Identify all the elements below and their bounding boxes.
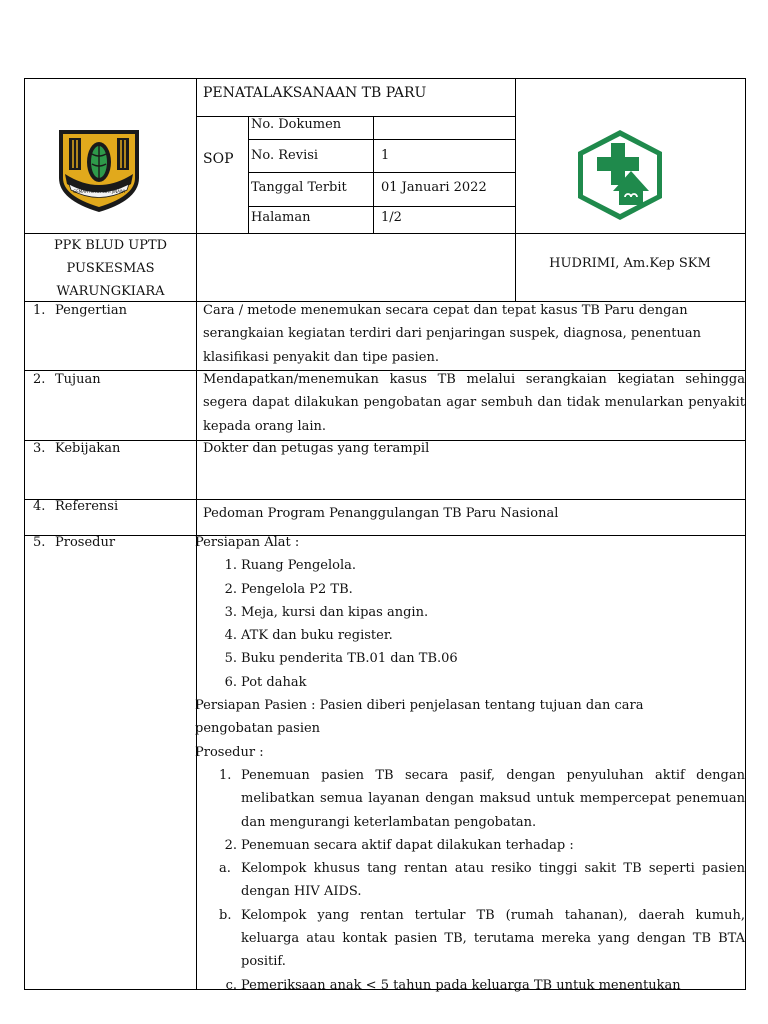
prosedur-heading: Prosedur : bbox=[195, 744, 264, 760]
section-label-pengertian: Pengertian bbox=[55, 303, 127, 318]
organization-name bbox=[25, 233, 196, 303]
alat-list bbox=[219, 554, 745, 694]
persiapan-pasien-text: Persiapan Pasien : Pasien diberi penjelasan tentang tujuan dan cara pengobatan pasien bbox=[195, 698, 644, 737]
list-item: 2. Pengelola P2 TB. bbox=[224, 581, 353, 597]
section-number: 2. bbox=[33, 372, 46, 387]
list-item: 6. Pot dahak bbox=[224, 674, 307, 690]
sop-document bbox=[24, 78, 746, 993]
alat-heading: Persiapan Alat : bbox=[195, 535, 300, 550]
org-line: PUSKESMAS bbox=[66, 261, 155, 276]
list-item: 1. Penemuan pasien TB secara pasif, dengan penyuluhan aktif dengan melibatkan semua layanan dengan maksud untuk mempercepat penemuan dan mengurangi keterlambatan pengobatan. bbox=[219, 767, 745, 830]
issue-date-value: 01 Januari 2022 bbox=[381, 180, 487, 195]
revision-label: No. Revisi bbox=[251, 148, 319, 163]
divider bbox=[25, 499, 745, 500]
prosedur-content bbox=[195, 531, 745, 997]
list-item: 5. Buku penderita TB.01 dan TB.06 bbox=[224, 651, 458, 667]
section-number: 3. bbox=[33, 441, 46, 456]
section-label-referensi: Referensi bbox=[55, 499, 119, 514]
list-item: 1. Ruang Pengelola. bbox=[224, 558, 357, 574]
divider bbox=[248, 139, 515, 140]
page-value: 1/2 bbox=[381, 210, 402, 225]
divider bbox=[248, 172, 515, 173]
referensi-text: Pedoman Program Penanggulangan TB Paru Nasional bbox=[203, 506, 559, 521]
pengertian-text: Cara / metode menemukan secara cepat dan tepat kasus TB Paru dengan serangkaian kegiatan terdiri dari penjaringan suspek, diagnosa, penentuan klasifikasi penyakit dan tipe pasien. bbox=[203, 303, 702, 365]
section-label-kebijakan: Kebijakan bbox=[55, 441, 121, 456]
tujuan-text: Mendapatkan/menemukan kasus TB melalui serangkaian kegiatan sehingga segera dapat dilakukan pengobatan agar sembuh dan tidak menularkan penyakit kepada orang lain. bbox=[203, 372, 745, 434]
section-number: 5. bbox=[33, 535, 46, 550]
section-number: 1. bbox=[33, 303, 46, 318]
puskesmas-logo bbox=[573, 127, 667, 223]
divider bbox=[373, 116, 374, 233]
divider bbox=[248, 116, 249, 233]
list-item: c. Pemeriksaan anak < 5 tahun pada keluarga TB untuk menentukan bbox=[225, 977, 681, 993]
issue-date-label: Tanggal Terbit bbox=[251, 180, 347, 195]
org-line: WARUNGKIARA bbox=[56, 284, 165, 299]
list-item: 3. Meja, kursi dan kipas angin. bbox=[224, 604, 429, 620]
divider bbox=[196, 116, 515, 117]
list-item: b. Kelompok yang rentan tertular TB (rumah tahanan), daerah kumuh, keluarga atau kontak pasien TB, terutama mereka yang dengan TB BTA positif. bbox=[219, 907, 745, 970]
regional-emblem-logo bbox=[55, 126, 143, 214]
section-number: 4. bbox=[33, 499, 46, 514]
org-line: PPK BLUD UPTD bbox=[53, 238, 168, 253]
list-item: 4. ATK dan buku register. bbox=[224, 628, 393, 644]
list-item: a. Kelompok khusus tang rentan atau resiko tinggi sakit TB seperti pasien dengan HIV AIDS. bbox=[219, 861, 745, 900]
divider bbox=[248, 206, 515, 207]
signatory-name: HUDRIMI, Am.Kep SKM bbox=[549, 256, 711, 271]
list-item: 2. Penemuan secara aktif dapat dilakukan terhadap : bbox=[224, 837, 574, 853]
section-label-tujuan: Tujuan bbox=[55, 372, 101, 387]
logo-motto: GEMAH RIPAH LOH JINAWI bbox=[73, 189, 125, 194]
section-label-prosedur: Prosedur bbox=[55, 535, 116, 550]
kebijakan-text: Dokter dan petugas yang terampil bbox=[203, 441, 430, 456]
revision-value: 1 bbox=[381, 148, 390, 163]
page-label: Halaman bbox=[251, 210, 311, 225]
document-title: PENATALAKSANAAN TB PARU bbox=[203, 85, 427, 101]
prosedur-steps bbox=[219, 764, 745, 997]
doc-number-label: No. Dokumen bbox=[251, 117, 342, 132]
sop-label: SOP bbox=[203, 151, 234, 167]
